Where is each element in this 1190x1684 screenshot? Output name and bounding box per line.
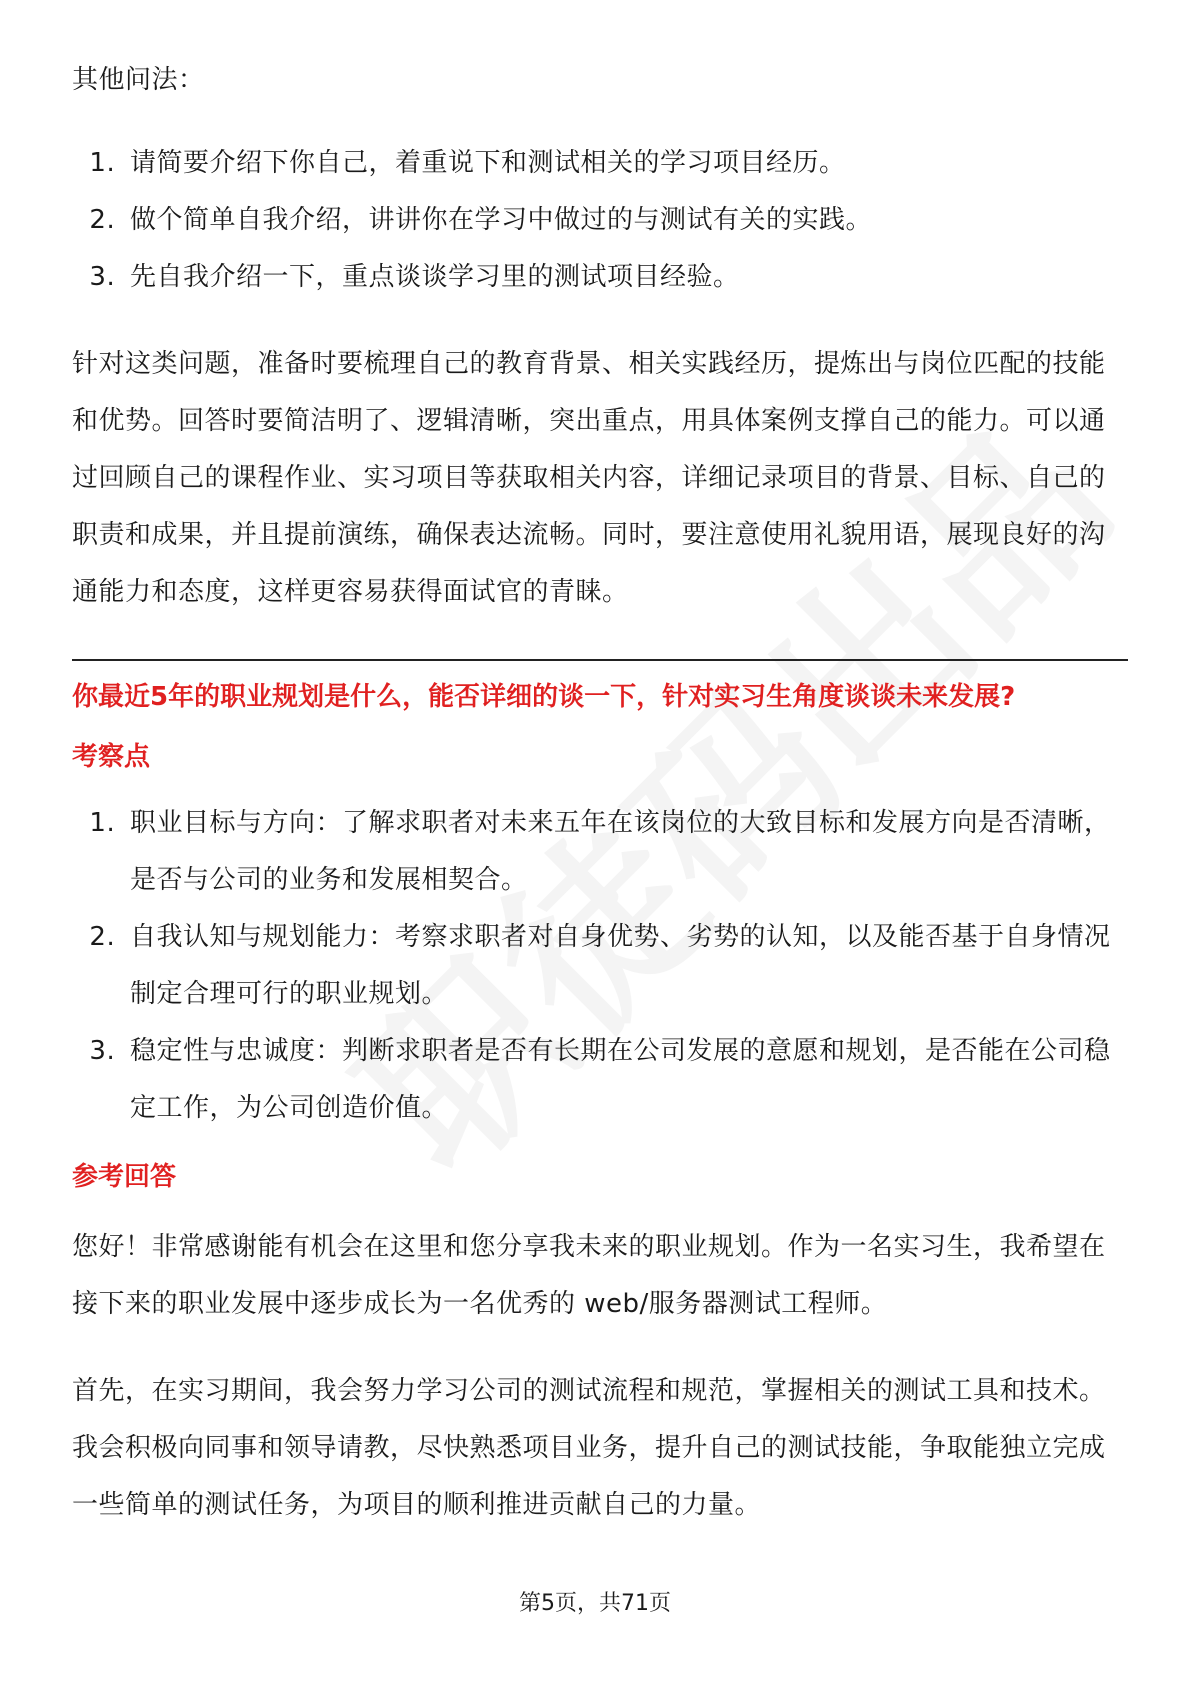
answer-heading: 参考回答 (72, 1162, 177, 1192)
question-title: 你最近5年的职业规划是什么，能否详细的谈一下，针对实习生角度谈谈未来发展? (72, 682, 1016, 712)
answer-paragraph: 首先，在实习期间，我会努力学习公司的测试流程和规范，掌握相关的测试工具和技术。我会积极向同事和领导请教，尽快熟悉项目业务，提升自己的测试技能，争取能独立完成一些简单的测试任务，为项目的顺利推进贡献自己的力量。 (72, 1376, 1106, 1520)
list-item: 3. 先自我介绍一下，重点谈谈学习里的测试项目经验。 (124, 249, 1128, 306)
alt-questions-list (72, 135, 1128, 306)
list-item: 2. 做个简单自我介绍，讲讲你在学习中做过的与测试有关的实践。 (124, 192, 1128, 249)
document-page (72, 52, 1128, 1534)
list-item: 1. 职业目标与方向：了解求职者对未来五年在该岗位的大致目标和发展方向是否清晰，是否与公司的业务和发展相契合。 (124, 795, 1128, 909)
advice-paragraph: 针对这类问题，准备时要梳理自己的教育背景、相关实践经历，提炼出与岗位匹配的技能和优势。回答时要简洁明了、逻辑清晰，突出重点，用具体案例支撑自己的能力。可以通过回顾自己的课程作业、实习项目等获取相关内容，详细记录项目的背景、目标、自己的职责和成果，并且提前演练，确保表达流畅。同时，要注意使用礼貌用语，展现良好的沟通能力和态度，这样更容易获得面试官的青睐。 (72, 349, 1106, 607)
page-number: 第5页，共71页 (519, 1591, 671, 1616)
list-item: 2. 自我认知与规划能力：考察求职者对自身优势、劣势的认知，以及能否基于自身情况制定合理可行的职业规划。 (124, 909, 1128, 1023)
points-list (72, 795, 1128, 1137)
points-heading: 考察点 (72, 742, 151, 772)
answer-paragraph: 您好！非常感谢能有机会在这里和您分享我未来的职业规划。作为一名实习生，我希望在接下来的职业发展中逐步成长为一名优秀的 web/服务器测试工程师。 (72, 1232, 1106, 1319)
list-item: 3. 稳定性与忠诚度：判断求职者是否有长期在公司发展的意愿和规划，是否能在公司稳定工作，为公司创造价值。 (124, 1023, 1128, 1137)
list-item: 1. 请简要介绍下你自己，着重说下和测试相关的学习项目经历。 (124, 135, 1128, 192)
section-divider (72, 659, 1128, 661)
alt-questions-label: 其他问法： (72, 65, 205, 95)
